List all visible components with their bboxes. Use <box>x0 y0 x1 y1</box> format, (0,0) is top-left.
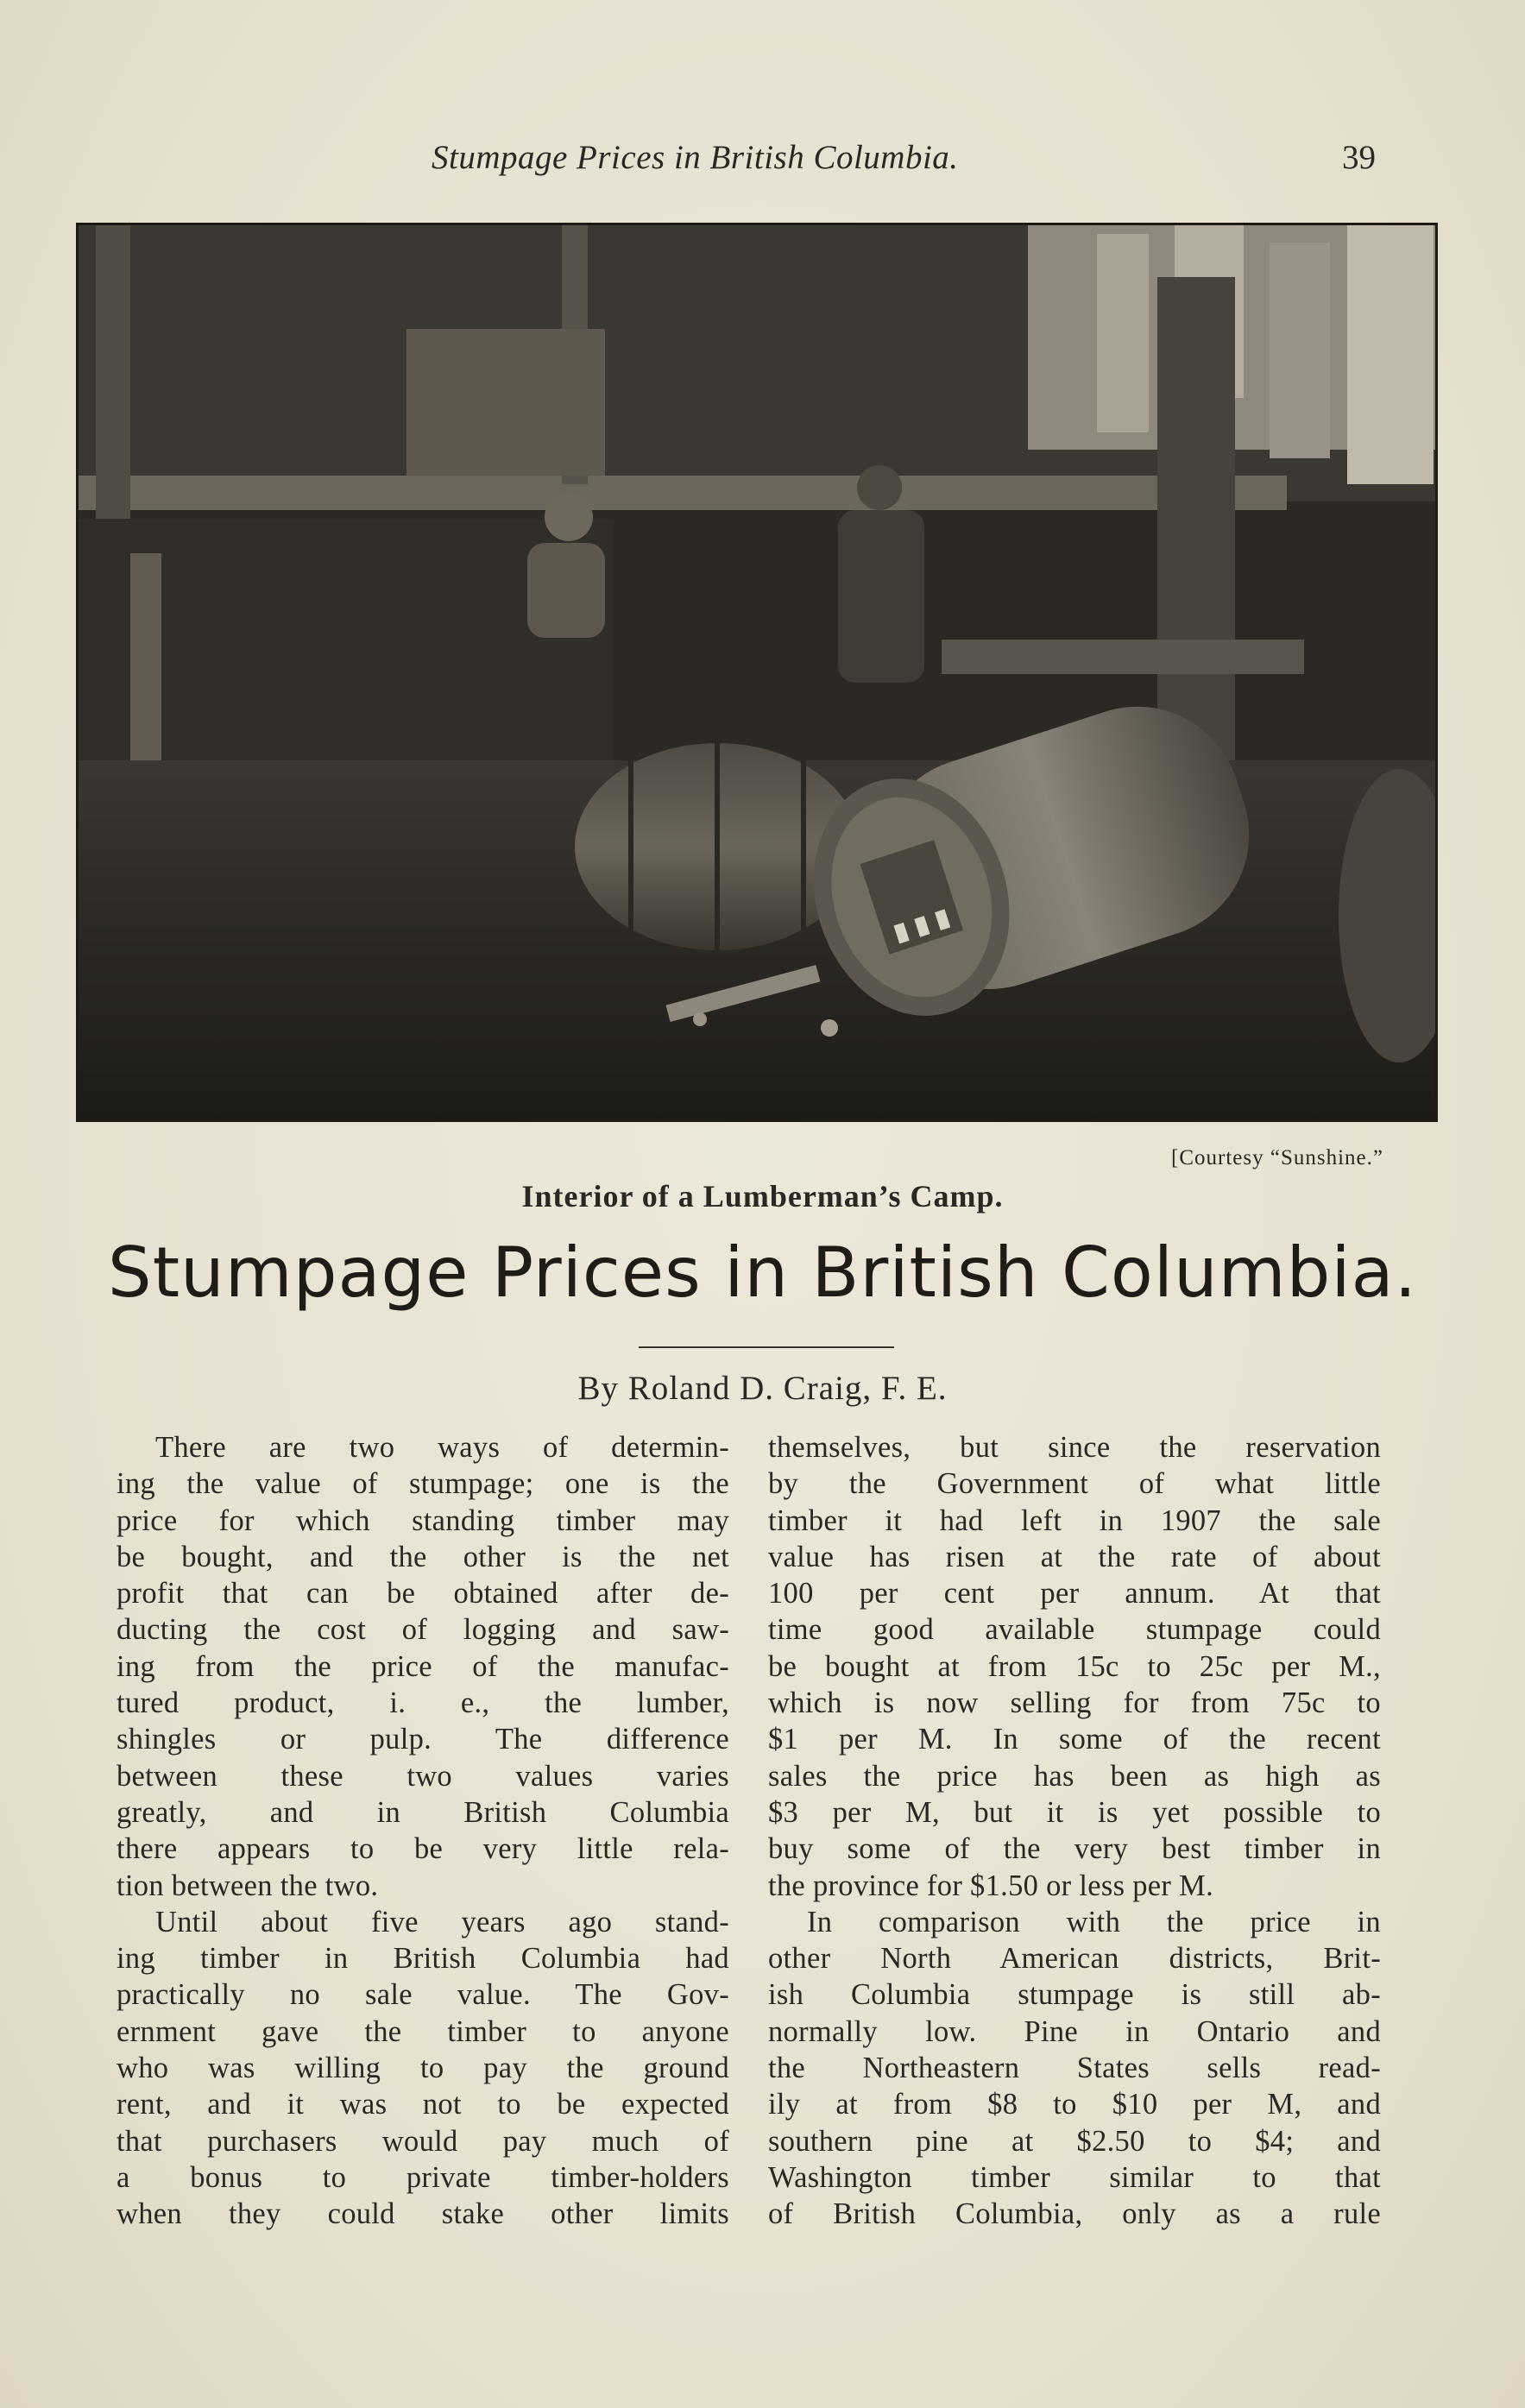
title-rule <box>639 1346 894 1348</box>
text-line: rent, and it was not to be expected <box>117 2088 729 2121</box>
camp-interior-photograph <box>76 223 1438 1122</box>
text-line: which is now selling for from 75c to <box>768 1686 1381 1720</box>
photo-credit: [Courtesy “Sunshine.” <box>1171 1146 1383 1169</box>
text-line: value has risen at the rate of about <box>768 1540 1381 1573</box>
text-line: tured product, i. e., the lumber, <box>117 1686 729 1720</box>
text-column-left <box>117 1429 729 2233</box>
text-line: tion between the two. <box>117 1869 379 1902</box>
text-line: the province for $1.50 or less per M. <box>768 1869 1214 1902</box>
text-line: ish Columbia stumpage is still ab- <box>768 1978 1381 2012</box>
text-line: timber it had left in 1907 the sale <box>768 1503 1381 1537</box>
text-line: of British Columbia, only as a rule <box>768 2197 1381 2231</box>
text-line: time good available stumpage could <box>768 1613 1381 1647</box>
text-line: $3 per M, but it is yet possible to <box>768 1795 1381 1829</box>
byline: By Roland D. Craig, F. E. <box>577 1370 948 1407</box>
text-line: be bought, and the other is the net <box>117 1540 729 1573</box>
text-line: ily at from $8 to $10 per M, and <box>768 2088 1381 2121</box>
text-line: greatly, and in British Columbia <box>117 1795 729 1829</box>
article-title: Stumpage Prices in British Columbia. <box>107 1232 1418 1313</box>
text-line: sales the price has been as high as <box>768 1759 1381 1793</box>
text-line: by the Government of what little <box>768 1467 1381 1501</box>
photo-illustration <box>79 225 1435 1119</box>
text-line: Washington timber similar to that <box>768 2160 1381 2194</box>
text-line: $1 per M. In some of the recent <box>768 1723 1381 1756</box>
text-line: Until about five years ago stand- <box>155 1905 729 1938</box>
text-line: profit that can be obtained after de- <box>117 1577 729 1611</box>
text-line: ernment gave the timber to anyone <box>117 2014 729 2048</box>
text-line: other North American districts, Brit- <box>768 1942 1381 1976</box>
text-line: ing timber in British Columbia had <box>117 1942 729 1976</box>
text-line: normally low. Pine in Ontario and <box>768 2014 1381 2048</box>
text-line: that purchasers would pay much of <box>117 2124 729 2158</box>
text-line: price for which standing timber may <box>117 1503 729 1537</box>
text-line: buy some of the very best timber in <box>768 1832 1381 1866</box>
page-number: 39 <box>1342 139 1376 176</box>
text-line: a bonus to private timber-holders <box>117 2160 729 2194</box>
text-line: the Northeastern States sells read- <box>768 2052 1381 2085</box>
text-line: practically no sale value. The Gov- <box>117 1978 729 2012</box>
text-column-right <box>768 1429 1381 2233</box>
running-title: Stumpage Prices in British Columbia. <box>432 139 959 176</box>
text-line: when they could stake other limits <box>117 2197 729 2231</box>
text-line: ing the value of stumpage; one is the <box>117 1467 729 1501</box>
text-line: be bought at from 15c to 25c per M., <box>768 1649 1381 1683</box>
text-line: ing from the price of the manufac- <box>117 1649 729 1683</box>
text-line: ducting the cost of logging and saw- <box>117 1613 729 1647</box>
text-line: between these two values varies <box>117 1759 729 1793</box>
text-line: who was willing to pay the ground <box>117 2052 729 2085</box>
text-line: themselves, but since the reservation <box>768 1431 1381 1464</box>
figure-caption: Interior of a Lumberman’s Camp. <box>521 1179 1004 1213</box>
text-line: there appears to be very little rela- <box>117 1832 729 1866</box>
running-header <box>0 138 1525 190</box>
text-line: There are two ways of determin- <box>155 1431 729 1464</box>
text-line: southern pine at $2.50 to $4; and <box>768 2124 1381 2158</box>
text-line: shingles or pulp. The difference <box>117 1723 729 1756</box>
text-line: 100 per cent per annum. At that <box>768 1577 1381 1611</box>
text-line: In comparison with the price in <box>807 1905 1381 1938</box>
